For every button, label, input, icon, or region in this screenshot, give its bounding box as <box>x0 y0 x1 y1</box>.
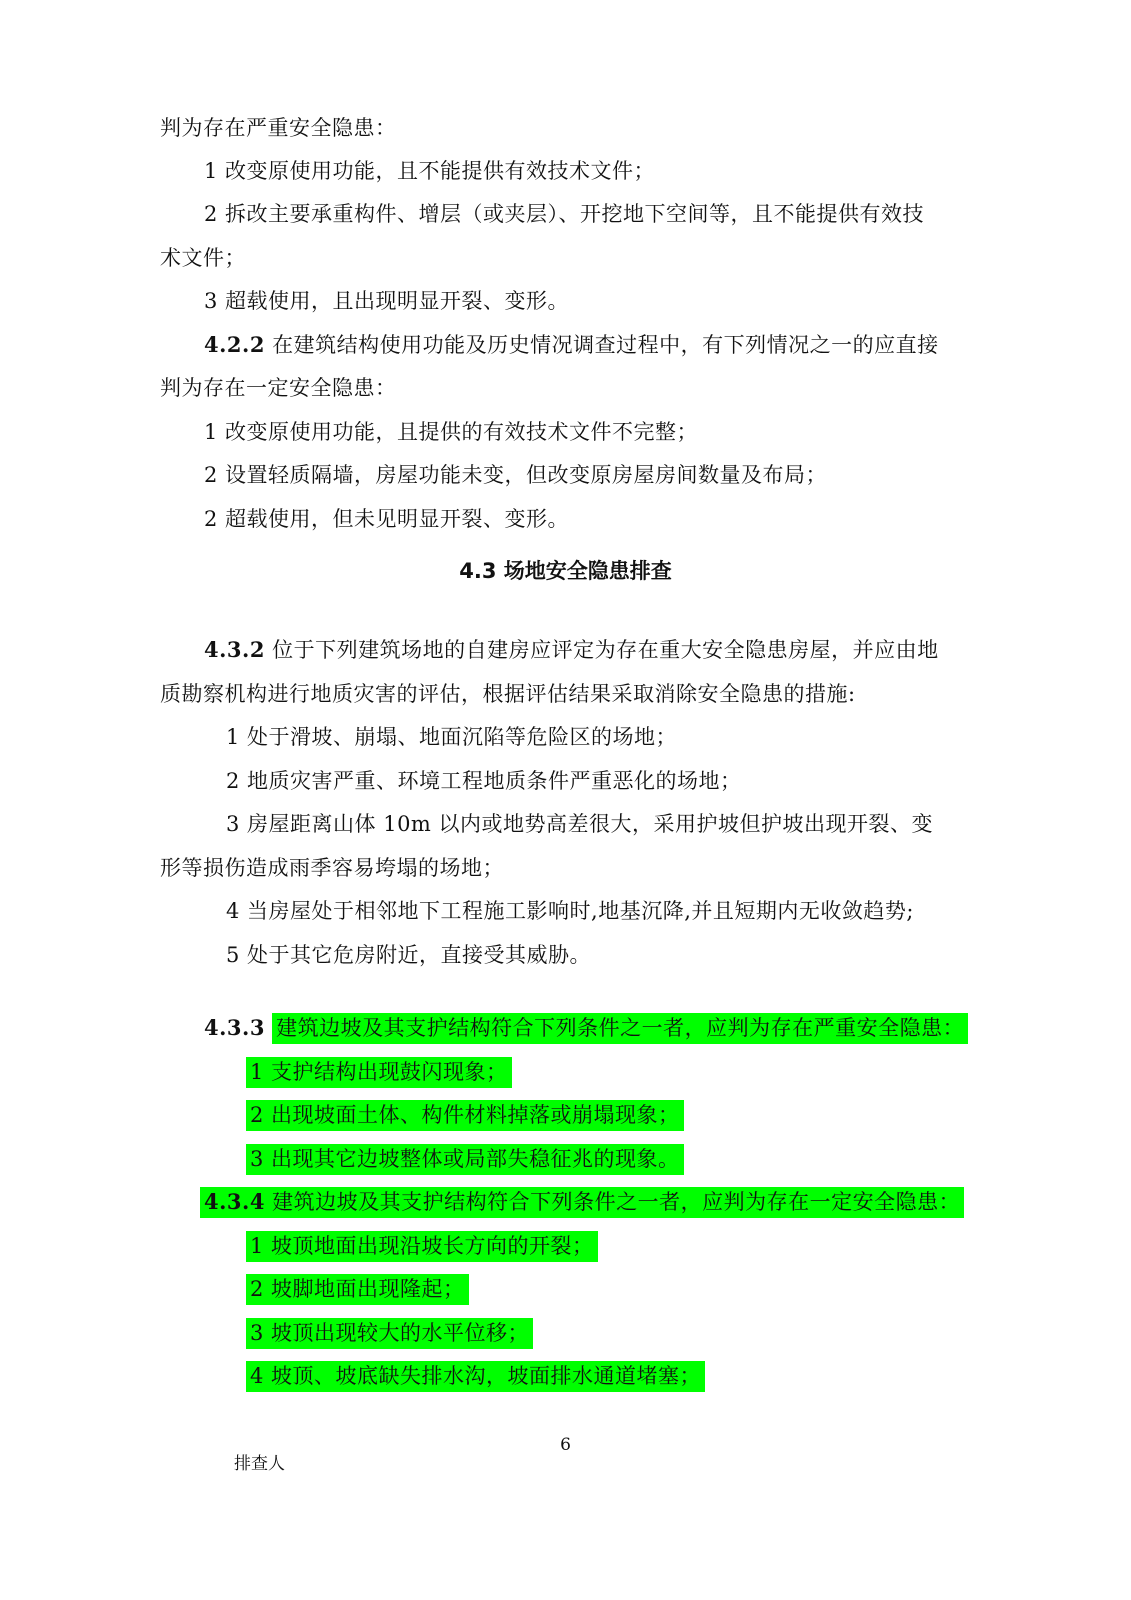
clause-text: 在建筑结构使用功能及历史情况调查过程中，有下列情况之一的应直接 <box>264 333 939 357</box>
footer-label: 排查人 <box>234 1454 285 1474</box>
highlighted-text: 3 出现其它边坡整体或局部失稳征兆的现象。 <box>246 1144 684 1175</box>
list-item: 1 改变原使用功能，且不能提供有效技术文件； <box>204 159 656 183</box>
highlighted-list-item <box>246 1317 533 1349</box>
highlighted-list-item <box>246 1056 512 1088</box>
clause-4-2-2 <box>204 329 939 361</box>
highlighted-list-item <box>246 1360 705 1392</box>
highlighted-list-item <box>246 1099 684 1131</box>
list-item: 2 设置轻质隔墙，房屋功能未变，但改变原房屋房间数量及布局； <box>204 463 828 487</box>
list-item-continuation: 形等损伤造成雨季容易垮塌的场地； <box>160 856 504 880</box>
list-item: 1 处于滑坡、崩塌、地面沉陷等危险区的场地； <box>226 725 678 749</box>
clause-4-3-4 <box>200 1186 964 1218</box>
highlighted-text: 4 坡顶、坡底缺失排水沟，坡面排水通道堵塞； <box>246 1361 705 1392</box>
highlighted-text: 2 坡脚地面出现隆起； <box>246 1274 469 1305</box>
highlighted-list-item <box>246 1273 469 1305</box>
highlighted-text: 3 坡顶出现较大的水平位移； <box>246 1318 533 1349</box>
list-item: 2 拆改主要承重构件、增层（或夹层）、开挖地下空间等，且不能提供有效技 <box>204 202 925 226</box>
list-item-continuation: 术文件； <box>160 246 246 270</box>
clause-text-continuation: 质勘察机构进行地质灾害的评估，根据评估结果采取消除安全隐患的措施: <box>160 682 856 706</box>
clause-4-3-3 <box>204 1012 968 1044</box>
clause-number: 4.3.3 <box>204 1015 265 1040</box>
page-number: 6 <box>560 1435 571 1455</box>
clause-number: 4.2.2 <box>204 332 265 357</box>
clause-number: 4.3.4 <box>204 1189 265 1214</box>
list-item: 1 改变原使用功能，且提供的有效技术文件不完整； <box>204 420 699 444</box>
list-item: 2 超载使用，但未见明显开裂、变形。 <box>204 507 570 531</box>
clause-number: 4.3.2 <box>204 637 265 662</box>
clause-text: 位于下列建筑场地的自建房应评定为存在重大安全隐患房屋，并应由地 <box>264 638 939 662</box>
paragraph-lead: 判为存在严重安全隐患： <box>160 116 397 140</box>
list-item: 3 房屋距离山体 10m 以内或地势高差很大，采用护坡但护坡出现开裂、变 <box>226 812 934 836</box>
highlighted-list-item <box>246 1143 684 1175</box>
section-heading: 4.3 场地安全隐患排查 <box>459 559 672 583</box>
clause-text: 建筑边坡及其支护结构符合下列条件之一者，应判为存在一定安全隐患： <box>272 1190 961 1214</box>
highlighted-text: 1 坡顶地面出现沿坡长方向的开裂； <box>246 1231 598 1262</box>
highlighted-clause-text: 建筑边坡及其支护结构符合下列条件之一者，应判为存在严重安全隐患： <box>272 1013 968 1044</box>
highlighted-text: 1 支护结构出现鼓闪现象； <box>246 1057 512 1088</box>
list-item: 2 地质灾害严重、环境工程地质条件严重恶化的场地； <box>226 769 742 793</box>
highlighted-text: 2 出现坡面土体、构件材料掉落或崩塌现象； <box>246 1100 684 1131</box>
highlighted-clause <box>200 1187 964 1218</box>
highlighted-list-item <box>246 1230 598 1262</box>
list-item: 3 超载使用，且出现明显开裂、变形。 <box>204 289 570 313</box>
list-item: 4 当房屋处于相邻地下工程施工影响时,地基沉降,并且短期内无收敛趋势; <box>226 899 914 923</box>
clause-4-3-2 <box>204 634 939 666</box>
clause-text-continuation: 判为存在一定安全隐患： <box>160 376 397 400</box>
list-item: 5 处于其它危房附近，直接受其威胁。 <box>226 943 592 967</box>
